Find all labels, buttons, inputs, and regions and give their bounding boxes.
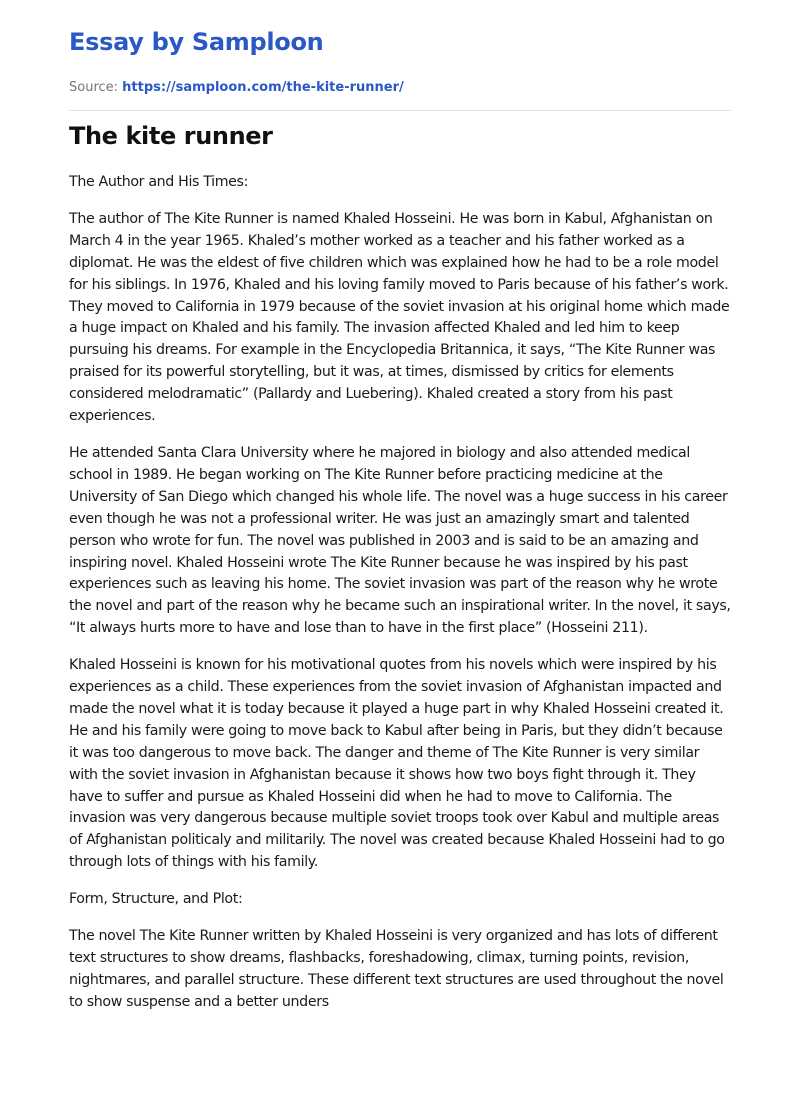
paragraph-form-1: The novel The Kite Runner written by Khaled Hosseini is very organized and has lots of different text structures to show dreams, flashbacks, foreshadowing, climax, turning points, revision, nightmares, and parallel structure. These different text structures are used throughout the novel to show suspense and a better unders [69, 928, 724, 1010]
section-heading-form: Form, Structure, and Plot: [69, 891, 243, 908]
paragraph-author-1: The author of The Kite Runner is named Khaled Hosseini. He was born in Kabul, Afghanistan on March 4 in the year 1965. Khaled’s mother worked as a teacher and his father worked as a diplomat. He was the eldest of five children which was explained how he had to be a role model for his siblings. In 1976, Khaled and his loving family moved to Paris because of his father’s work. They moved to California in 1979 because of the soviet invasion at his original home which made a huge impact on Khaled and his family. The invasion affected Khaled and led him to keep pursuing his dreams. For example in the Encyclopedia Britannica, it says, “The Kite Runner was praised for its powerful storytelling, but it was, at times, dismissed by critics for elements considered melodramatic” (Pallardy and Luebering). Khaled created a story from his past experiences. [69, 210, 730, 425]
source-label: Source: [69, 80, 119, 95]
source-link[interactable]: https://samploon.com/the-kite-runner/ [122, 80, 404, 95]
header-divider [69, 110, 731, 111]
source-line [69, 80, 404, 95]
paragraph-author-2: He attended Santa Clara University where he majored in biology and also attended medical school in 1989. He began working on The Kite Runner before practicing medicine at the University of San Diego which changed his whole life. The novel was a huge success in his career even though he was not a professional writer. He was just an amazingly smart and talented person who wrote for fun. The novel was published in 2003 and is said to be an amazing and inspiring novel. Khaled Hosseini wrote The Kite Runner because he was inspired by his past experiences such as leaving his home. The soviet invasion was part of the reason why he wrote the novel and part of the reason why he became such an inspirational writer. In the novel, it says, “It always hurts more to have and lose than to have in the first place” (Hosseini 211). [69, 444, 731, 637]
section-heading-author: The Author and His Times: [69, 174, 249, 190]
site-brand[interactable]: Essay by Samploon [69, 28, 324, 56]
page-title: The kite runner [69, 122, 273, 150]
article-body [69, 172, 731, 1029]
paragraph-author-3: Khaled Hosseini is known for his motivational quotes from his novels which were inspired by his experiences as a child. These experiences from the soviet invasion of Afghanistan impacted and made the novel what it is today because it played a huge part in why Khaled Hosseini created it. He and his family were going to move back to Kabul after being in Paris, but they didn’t because it was too dangerous to move back. The danger and theme of The Kite Runner is very similar with the soviet invasion in Afghanistan because it shows how two boys fight through it. They have to suffer and pursue as Khaled Hosseini did when he had to move to California. The invasion was very dangerous because multiple soviet troops took over Kabul and multiple areas of Afghanistan politicaly and militarily. The novel was created because Khaled Hosseini had to go through lots of things with his family. [69, 657, 725, 871]
